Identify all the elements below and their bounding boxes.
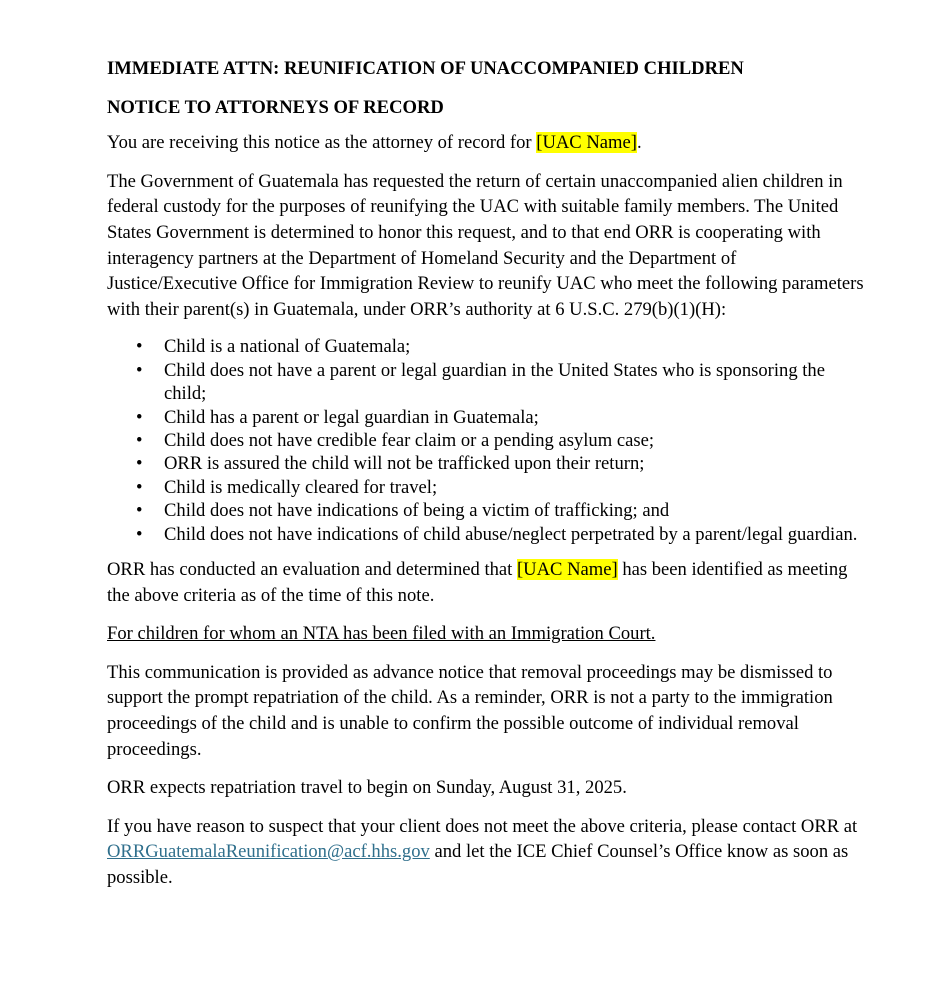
- list-item: [107, 335, 867, 358]
- request-paragraph: The Government of Guatemala has requested the return of certain unaccompanied alien children in federal custody for the purposes of reunifying the UAC with suitable family members. The United States Government is determined to honor this request, and to that end ORR is cooperating with interagency partners at the Department of Homeland Security and the Department of Justice/Executive Office for Immigration Review to reunify UAC who meet the following parameters with their parent(s) in Guatemala, under ORR’s authority at 6 U.S.C. 279(b)(1)(H):: [107, 170, 864, 320]
- criterion-text: Child does not have indications of being a victim of trafficking; and: [164, 500, 670, 522]
- criterion-text: Child does not have indications of child abuse/neglect perpetrated by a parent/legal guardian.: [164, 523, 858, 545]
- bullet-icon: •: [136, 406, 143, 428]
- travel-paragraph: ORR expects repatriation travel to begin on Sunday, August 31, 2025.: [107, 777, 627, 799]
- criterion-text: Child has a parent or legal guardian in Guatemala;: [164, 406, 539, 428]
- criterion-text: ORR is assured the child will not be trafficked upon their return;: [164, 453, 645, 475]
- notice-document: [107, 56, 867, 904]
- list-item: [107, 452, 867, 475]
- criterion-text: Child does not have credible fear claim or a pending asylum case;: [164, 429, 654, 451]
- intro-end: .: [636, 132, 642, 154]
- list-item: [107, 406, 867, 429]
- nta-heading: For children for whom an NTA has been filed with an Immigration Court.: [107, 623, 656, 645]
- contact-text: If you have reason to suspect that your client does not meet the above criteria, please contact ORR at: [107, 815, 858, 837]
- bullet-icon: •: [136, 523, 143, 545]
- evaluation-end: has been identified as meeting the above criteria as of the time of this note.: [107, 559, 848, 606]
- contact-email-link[interactable]: ORRGuatemalaReunification@acf.hhs.gov: [107, 841, 430, 863]
- bullet-icon: •: [136, 336, 143, 358]
- notice-title: IMMEDIATE ATTN: REUNIFICATION OF UNACCOMPANIED CHILDREN: [107, 58, 744, 79]
- criterion-text: Child is medically cleared for travel;: [164, 476, 438, 498]
- intro-paragraph: [107, 130, 867, 156]
- criteria-list: [107, 335, 867, 546]
- list-item: [107, 359, 867, 406]
- bullet-icon: •: [136, 500, 143, 522]
- intro-text: You are receiving this notice as the attorney of record for: [107, 132, 537, 154]
- criterion-text: Child does not have a parent or legal guardian in the United States who is sponsoring the child;: [164, 359, 825, 405]
- list-item: [107, 523, 867, 546]
- notice-subtitle: NOTICE TO ATTORNEYS OF RECORD: [107, 96, 444, 118]
- bullet-icon: •: [136, 359, 143, 381]
- contact-paragraph: [107, 814, 867, 891]
- list-item: [107, 429, 867, 452]
- evaluation-text: ORR has conducted an evaluation and determined that: [107, 559, 517, 580]
- uac-name-placeholder: [UAC Name]: [516, 559, 618, 580]
- uac-name-placeholder: [UAC Name]: [536, 132, 637, 154]
- list-item: [107, 499, 867, 522]
- list-item: [107, 476, 867, 499]
- criterion-text: Child is a national of Guatemala;: [164, 336, 411, 358]
- bullet-icon: •: [136, 453, 143, 475]
- evaluation-paragraph: [107, 557, 867, 608]
- bullet-icon: •: [136, 429, 143, 451]
- bullet-icon: •: [136, 476, 143, 498]
- contact-end: and let the ICE Chief Counsel’s Office know as soon as possible.: [107, 841, 849, 888]
- advance-notice-paragraph: This communication is provided as advance notice that removal proceedings may be dismissed to support the prompt repatriation of the child. As a reminder, ORR is not a party to the immigration proceedings of the child and is unable to confirm the possible outcome of individual removal proceedings.: [107, 661, 833, 760]
